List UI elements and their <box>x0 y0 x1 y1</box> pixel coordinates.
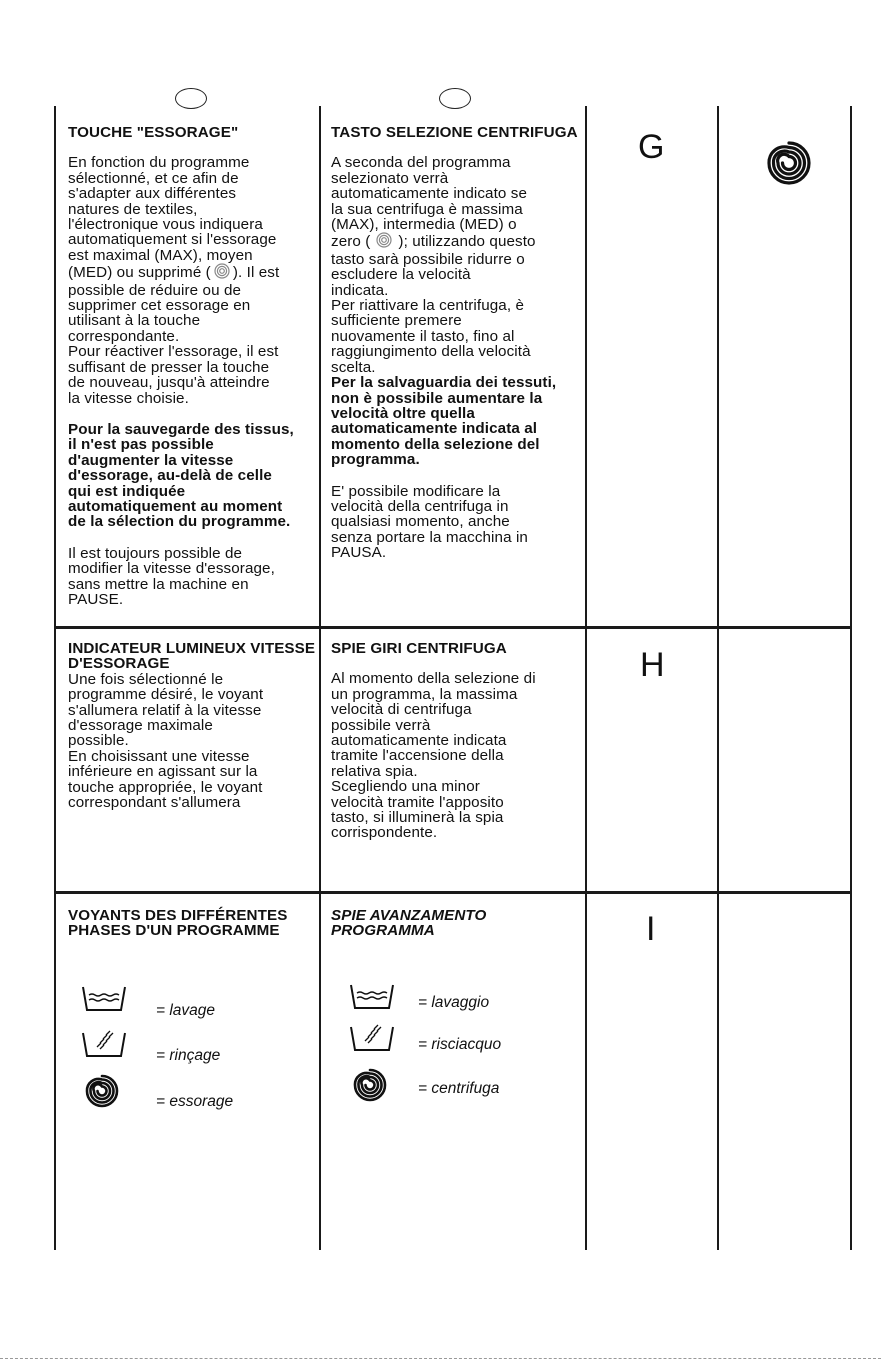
legend-label: = essorage <box>156 1093 234 1110</box>
text-line: Al momento della selezione di <box>331 670 536 688</box>
language-flag-oval-it <box>439 88 471 109</box>
language-flag-oval-fr <box>175 88 207 109</box>
text-line: natures de textiles, <box>68 200 198 218</box>
section-title: VOYANTS DES DIFFÉRENTES <box>68 907 288 924</box>
table-divider-3 <box>717 106 719 1250</box>
text-line: raggiungimento della velocità <box>331 343 531 361</box>
bold-line: d'essorage, au-delà de celle <box>68 467 272 485</box>
text-line: l'électronique vous indiquera <box>68 216 263 234</box>
text-line: scelta. <box>331 358 376 376</box>
legend-row-rinse <box>80 1028 310 1068</box>
legend-label: = lavaggio <box>418 994 490 1011</box>
row-separator-gh <box>54 626 852 629</box>
row-letter-i: I <box>646 910 656 948</box>
text-line: possible de réduire ou de <box>68 281 242 299</box>
text-line: utilisant à la touche <box>68 312 201 330</box>
text-line: A seconda del programma <box>331 154 511 172</box>
wash-tub-icon <box>348 982 396 1017</box>
text-line: corrispondente. <box>331 824 438 842</box>
cell-h-french <box>68 641 316 810</box>
table-divider-2 <box>585 106 587 1250</box>
text-line: s'adapter aux différentes <box>68 185 237 203</box>
text-line <box>68 263 316 282</box>
text-line: tasto sarà possibile ridurre o <box>331 250 525 268</box>
text-line: Il est toujours possible de <box>68 544 243 562</box>
text-line: Pour réactiver l'essorage, il est <box>68 343 279 361</box>
text-line: automatiquement si l'essorage <box>68 231 277 249</box>
text-line: relativa spia. <box>331 762 418 780</box>
cell-i-italian <box>331 908 583 939</box>
text-line: correspondant s'allumera <box>68 794 241 812</box>
cell-g-italian <box>331 125 583 561</box>
bold-line: Per la salvaguardia dei tessuti, <box>331 374 557 392</box>
phase-legend-french <box>80 984 310 1124</box>
bold-line: il n'est pas possible <box>68 436 214 454</box>
text-line: de nouveau, jusqu'à atteindre <box>68 374 270 392</box>
text-line: modifier la vitesse d'essorage, <box>68 560 275 578</box>
text-line: En fonction du programme <box>68 154 250 172</box>
text-line: la vitesse choisie. <box>68 389 189 407</box>
text-line: correspondante. <box>68 327 180 345</box>
text-line: PAUSA. <box>331 544 387 562</box>
cell-h-italian <box>331 641 583 841</box>
legend-label: = rinçage <box>156 1047 221 1064</box>
bold-line: de la sélection du programme. <box>68 513 291 531</box>
bold-line: velocità oltre quella <box>331 404 475 422</box>
section-title: SPIE AVANZAMENTO <box>331 907 487 924</box>
section-title: SPIE GIRI CENTRIFUGA <box>331 640 507 657</box>
text-line: selezionato verrà <box>331 169 449 187</box>
text-fragment: ); utilizzando questo <box>398 233 536 251</box>
text-fragment: ). Il est <box>232 264 280 282</box>
bold-line: qui est indiquée <box>68 482 186 500</box>
table-divider-1 <box>319 106 321 1250</box>
bold-line: Pour la sauvegarde des tissus, <box>68 420 294 438</box>
text-line: indicata. <box>331 281 389 299</box>
table-border-left <box>54 106 56 1250</box>
text-line: inférieure en agissant sur la <box>68 763 258 781</box>
text-line <box>331 232 583 251</box>
section-title: PHASES D'UN PROGRAMME <box>68 922 280 940</box>
text-line: s'allumera relatif à la vitesse <box>68 701 262 719</box>
legend-label: = risciacquo <box>418 1036 502 1053</box>
text-line: est maximal (MAX), moyen <box>68 246 253 264</box>
rinse-shower-icon <box>80 1028 128 1065</box>
text-line: sans mettre la machine en <box>68 575 249 593</box>
section-title: D'ESSORAGE <box>68 655 170 673</box>
text-line: d'essorage maximale <box>68 717 213 735</box>
text-line: senza portare la macchina in <box>331 528 528 546</box>
spin-spiral-icon <box>766 140 812 191</box>
text-line: Per riattivare la centrifuga, è <box>331 297 525 315</box>
text-line: sélectionné, et ce afin de <box>68 169 239 187</box>
bold-line: non è possibile aumentare la <box>331 389 543 407</box>
legend-row-spin <box>80 1074 310 1114</box>
page-trim-line <box>0 1358 881 1359</box>
spin-spiral-icon <box>376 232 392 251</box>
bold-line: automatiquement au moment <box>68 497 283 515</box>
row-separator-hi <box>54 891 852 894</box>
legend-row-rinse <box>348 1022 578 1062</box>
legend-label: = centrifuga <box>418 1080 500 1097</box>
text-line: automaticamente indicata <box>331 732 507 750</box>
row-letter-h: H <box>640 646 665 684</box>
text-line: supprimer cet essorage en <box>68 297 251 315</box>
section-title: PROGRAMMA <box>331 922 435 940</box>
text-line: possibile verrà <box>331 716 431 734</box>
text-line: qualsiasi momento, anche <box>331 513 510 531</box>
legend-row-spin <box>348 1068 578 1108</box>
text-line: Scegliendo una minor <box>331 778 480 796</box>
text-line: tramite l'accensione della <box>331 747 504 765</box>
rinse-shower-icon <box>348 1022 396 1059</box>
bold-line: automaticamente indicata al <box>331 420 538 438</box>
text-line: escludere la velocità <box>331 266 471 284</box>
legend-label: = lavage <box>156 1002 216 1019</box>
bold-line: programma. <box>331 451 420 469</box>
spin-spiral-icon <box>214 263 230 282</box>
text-fragment: (MED) ou supprimé ( <box>68 264 211 282</box>
table-border-right <box>850 106 852 1250</box>
text-line: PAUSE. <box>68 590 124 608</box>
spin-spiral-icon <box>85 1074 119 1113</box>
text-line: automaticamente indicato se <box>331 185 528 203</box>
text-line: E' possibile modificare la <box>331 482 501 500</box>
cell-i-french <box>68 908 316 939</box>
text-fragment: zero ( <box>331 233 371 251</box>
text-line: velocità della centrifuga in <box>331 497 509 515</box>
text-line: velocità tramite l'apposito <box>331 793 504 811</box>
text-line: En choisissant une vitesse <box>68 747 250 765</box>
text-line: tasto, si illuminerà la spia <box>331 809 504 827</box>
text-line: velocità di centrifuga <box>331 701 472 719</box>
text-line: un programma, la massima <box>331 685 518 703</box>
wash-tub-icon <box>80 984 128 1019</box>
text-line: touche appropriée, le voyant <box>68 778 263 796</box>
text-line: nuovamente il tasto, fino al <box>331 327 515 345</box>
text-line: programme désiré, le voyant <box>68 686 264 704</box>
text-line: suffisant de presser la touche <box>68 358 270 376</box>
text-line: sufficiente premere <box>331 312 462 330</box>
phase-legend-italian <box>348 982 578 1122</box>
text-line: (MAX), intermedia (MED) o <box>331 216 517 234</box>
legend-row-wash <box>348 982 578 1022</box>
bold-line: d'augmenter la vitesse <box>68 451 234 469</box>
text-line: Une fois sélectionné le <box>68 670 224 688</box>
section-title: TASTO SELEZIONE CENTRIFUGA <box>331 124 578 141</box>
cell-g-french <box>68 125 316 607</box>
spin-spiral-icon <box>353 1068 387 1107</box>
section-title: TOUCHE "ESSORAGE" <box>68 124 239 141</box>
legend-row-wash <box>80 984 310 1024</box>
bold-line: momento della selezione del <box>331 435 540 453</box>
text-line: possible. <box>68 732 129 750</box>
text-line: la sua centrifuga è massima <box>331 200 523 218</box>
row-letter-g: G <box>638 128 665 166</box>
section-title: INDICATEUR LUMINEUX VITESSE <box>68 640 316 657</box>
